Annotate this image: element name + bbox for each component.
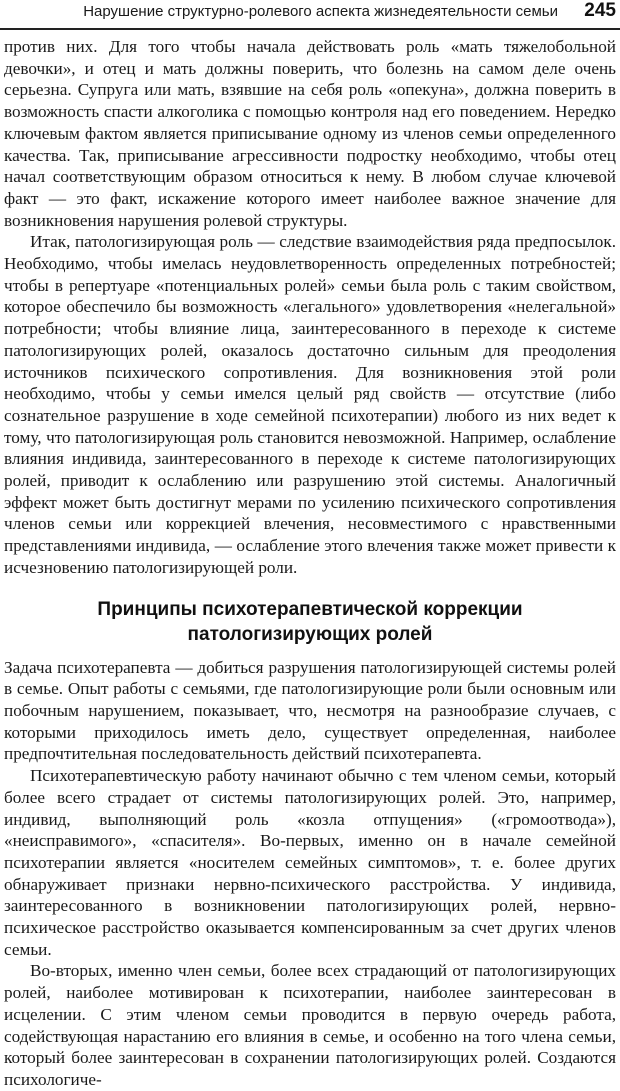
running-title: Нарушение структурно-ролевого аспекта жизнедеятельности семьи <box>83 3 558 20</box>
section-heading-line: Принципы психотерапевтической коррекции <box>97 598 523 620</box>
paragraph: Задача психотерапевта — добиться разрушения патологизирующей системы ролей в семье. Опыт работы с семьями, где патологизирующие роли были основным или побочным нарушением, показывает, что, несмотря на разнообразие случаев, с которыми приходилось иметь дело, существует определенная, наиболее предпочтительная последовательность действий психотерапевта. <box>4 657 616 764</box>
paragraph: против них. Для того чтобы начала действовать роль «мать тяжелобольной девочки», и отец и мать должны поверить, что болезнь на самом деле очень серьезна. Супруга или мать, взявшие на себя роль «опекуна», должна поверить в возможность спасти алкоголика с помощью контроля над его поведением. Нередко ключевым фактом является приписывание одному из членов семьи определенного качества. Так, приписывание агрессивности подростку необходимо, чтобы отец начал соответствующим образом относиться к нему. В любом случае ключевой факт — это факт, искажение которого имеет наиболее важное значение для возникновения нарушения ролевой структуры. <box>4 37 616 230</box>
paragraph: Психотерапевтическую работу начинают обычно с тем членом семьи, который более всего страдает от системы патологизирующих ролей. Это, например, индивид, выполняющий роль «козла отпущения» («громоотвода»), «неисправимого», «спасителя». Во-первых, именно он в начале семейной психотерапии является «носителем семейных симптомов», т. е. более других обнаруживает признаки нервно-психического расстройства. У индивида, заинтересованного в возникновении патологизирующих ролей, нервно-психическое расстройство оказывается компенсированным за счет других членов семьи. <box>4 766 616 959</box>
section-heading <box>24 597 596 647</box>
page-number: 245 <box>584 0 616 21</box>
paragraph: Во-вторых, именно член семьи, более всех страдающий от патологизирующих ролей, наиболее мотивирован к психотерапии, наиболее заинтересован в исцелении. С этим членом семьи проводится в первую очередь работа, содействующая нарастанию его влияния в семье, и особенно на того члена семьи, который более заинтересован в сохранении патологизирующих ролей. Создаются психологиче- <box>4 961 616 1089</box>
paragraph: Итак, патологизирующая роль — следствие взаимодействия ряда предпосылок. Необходимо, чтобы имелась неудовлетворенность определенных потребностей; чтобы в репертуаре «потенциальных ролей» семьи была роль с таким свойством, которое обеспечило бы возможность «легального» удовлетворения «нелегальной» потребности; чтобы влияние лица, заинтересованного в переходе к системе патологизирующих ролей, оказалось достаточно сильным для преодоления источников психического сопротивления. Для возникновения этой роли необходимо, чтобы у семьи имелся целый ряд свойств — отсутствие (либо сознательное разрушение в ходе семейной психотерапии) любого из них ведет к тому, что патологизирующая роль становится невозможной. Например, ослабление влияния индивида, заинтересованного в переходе к системе патологизирующих ролей, приводит к ослаблению или разрушению этой системы. Аналогичный эффект может быть достигнут мерами по усилению психического сопротивления членов семьи или коррекцией влечения, несовместимого с нравственными представлениями индивида, — ослабление этого влечения также может привести к исчезновению патологизирующей роли. <box>4 232 616 577</box>
section-heading-line: патологизирующих ролей <box>187 623 433 645</box>
page-header <box>0 0 620 30</box>
body-text <box>4 36 616 1091</box>
